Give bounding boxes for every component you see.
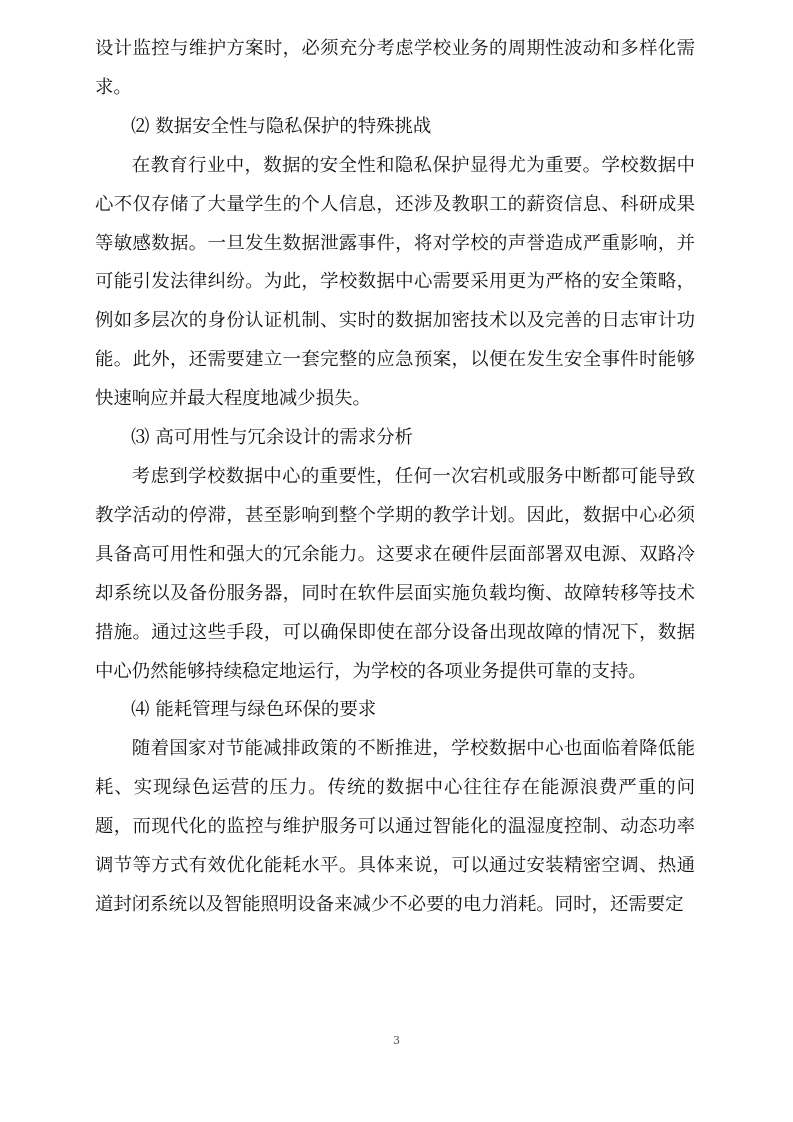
heading-number: ⑶ (131, 427, 150, 449)
heading-number: ⑵ (131, 115, 150, 137)
heading-text: 能耗管理与绿色环保的要求 (155, 699, 377, 721)
heading-text: 数据安全性与隐私保护的特殊挑战 (155, 115, 432, 137)
section-heading-3 (95, 419, 695, 458)
paragraph-energy-management: 随着国家对节能减排政策的不断推进，学校数据中心也面临着降低能耗、实现绿色运营的压力。传统的数据中心往往存在能源浪费严重的问题，而现代化的监控与维护服务可以通过智能化的温湿度控制、动态功率调节等方式有效优化能耗水平。具体来说，可以通过安装精密空调、热通道封闭系统以及智能照明设备来减少不必要的电力消耗。同时，还需要定 (95, 738, 695, 915)
paragraph-intro-continued: 设计监控与维护方案时，必须充分考虑学校业务的周期性波动和多样化需求。 (95, 38, 695, 98)
paragraph-data-security: 在教育行业中，数据的安全性和隐私保护显得尤为重要。学校数据中心不仅存储了大量学生的个人信息，还涉及教职工的薪资信息、科研成果等敏感数据。一旦发生数据泄露事件，将对学校的声誉造成严重影响，并可能引发法律纠纷。为此，学校数据中心需要采用更为严格的安全策略，例如多层次的身份认证机制、实时的数据加密技术以及完善的日志审计功能。此外，还需要建立一套完整的应急预案，以便在发生安全事件时能够快速响应并最大程度地减少损失。 (95, 154, 695, 410)
heading-number: ⑷ (131, 699, 150, 721)
section-heading-4 (95, 691, 695, 730)
paragraph-high-availability: 考虑到学校数据中心的重要性，任何一次宕机或服务中断都可能导致教学活动的停滞，甚至影响到整个学期的教学计划。因此，数据中心必须具备高可用性和强大的冗余能力。这要求在硬件层面部署双电源、双路冷却系统以及备份服务器，同时在软件层面实施负载均衡、故障转移等技术措施。通过这些手段，可以确保即使在部分设备出现故障的情况下，数据中心仍然能够持续稳定地运行，为学校的各项业务提供可靠的支持。 (95, 465, 695, 682)
section-heading-2 (95, 108, 695, 147)
heading-text: 高可用性与冗余设计的需求分析 (155, 427, 413, 449)
document-body (95, 30, 695, 925)
page-number: 3 (393, 1034, 400, 1047)
